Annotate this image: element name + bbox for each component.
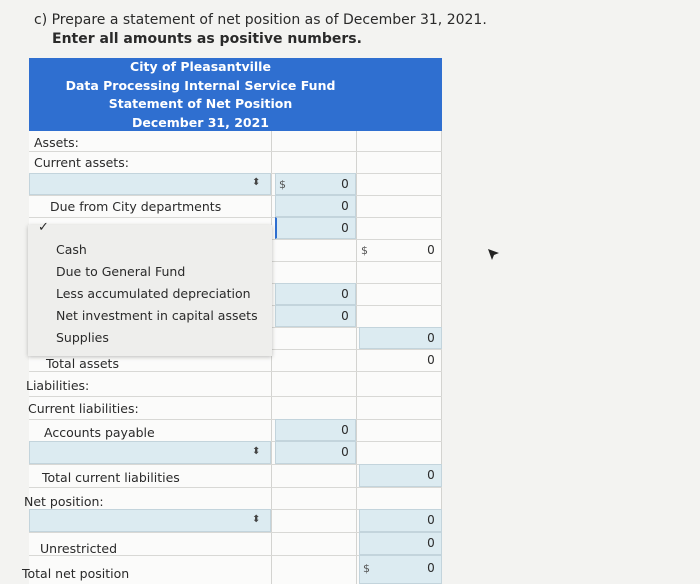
statement-header [29, 58, 442, 131]
net-position-select[interactable] [29, 509, 271, 532]
amount-value: 0 [427, 561, 435, 575]
select-spinner-icon: ⬍ [252, 177, 261, 188]
dollar-sign: $ [361, 244, 368, 257]
question-line-1: c) Prepare a statement of net position as of December 31, 2021. [34, 12, 487, 28]
accounts-payable-label: Accounts payable [44, 425, 155, 440]
amount-value: 0 [427, 468, 435, 482]
dollar-sign: $ [279, 178, 286, 191]
account-dropdown-menu [28, 220, 272, 356]
dropdown-option-cash[interactable]: Cash [56, 242, 87, 257]
mouse-pointer-icon [487, 248, 501, 262]
dropdown-option-supplies[interactable]: Supplies [56, 330, 109, 345]
total-assets-label: Total assets [46, 356, 119, 371]
unrestricted-label: Unrestricted [40, 541, 118, 556]
current-assets-label: Current assets: [34, 155, 129, 170]
total-current-liabilities-label: Total current liabilities [42, 470, 180, 485]
grid-line [356, 131, 357, 584]
select-spinner-icon: ⬍ [252, 514, 261, 525]
dollar-sign: $ [363, 562, 370, 575]
net-position-label: Net position: [24, 494, 104, 509]
amount-value: 0 [427, 353, 435, 367]
dropdown-option-net-investment[interactable]: Net investment in capital assets [56, 308, 258, 323]
amount-value: 0 [341, 287, 349, 301]
amount-value: 0 [427, 536, 435, 550]
grid-line [271, 131, 272, 584]
current-asset-select-1[interactable] [29, 173, 271, 195]
amount-value: 0 [341, 309, 349, 323]
entity-name: City of Pleasantville [130, 59, 271, 74]
amount-value: 0 [341, 199, 349, 213]
due-from-label: Due from City departments [50, 199, 222, 214]
amount-value: 0 [341, 445, 349, 459]
dropdown-option-due-to-general-fund[interactable]: Due to General Fund [56, 264, 186, 279]
fund-name: Data Processing Internal Service Fund [65, 77, 336, 93]
statement-date: December 31, 2021 [132, 114, 269, 130]
checkmark-icon: ✓ [38, 220, 49, 235]
liabilities-label: Liabilities: [26, 378, 90, 393]
amount-value: 0 [341, 423, 349, 437]
statement-name: Statement of Net Position [108, 96, 293, 111]
current-liability-select[interactable] [29, 441, 271, 464]
amount-value: 0 [427, 513, 435, 527]
current-liabilities-label: Current liabilities: [28, 401, 139, 416]
question-line-2: Enter all amounts as positive numbers. [52, 31, 362, 47]
amount-value: 0 [341, 221, 349, 235]
amount-value: 0 [341, 177, 349, 191]
amount-value: 0 [427, 243, 435, 257]
select-spinner-icon: ⬍ [252, 446, 261, 457]
total-net-position-label: Total net position [22, 566, 130, 581]
assets-label: Assets: [34, 135, 79, 150]
dropdown-option-accumulated-depreciation[interactable]: Less accumulated depreciation [56, 286, 251, 301]
amount-value: 0 [427, 331, 435, 345]
